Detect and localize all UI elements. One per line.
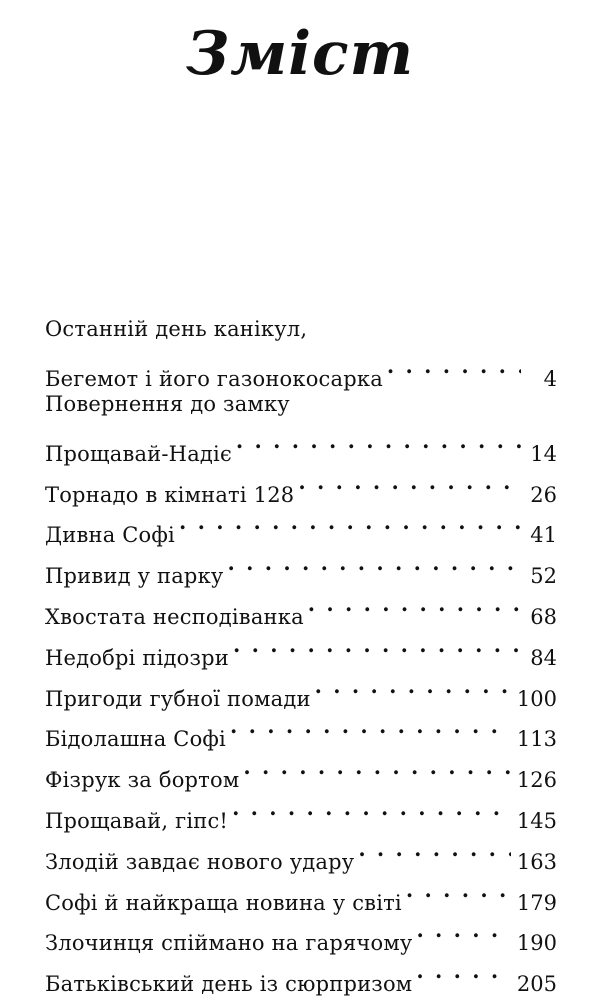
toc-page-number: 41 xyxy=(530,523,557,548)
toc-page-number: 84 xyxy=(530,645,557,670)
toc-entry[interactable] xyxy=(45,788,557,833)
toc-entry-title: Пригоди губної помади xyxy=(45,686,311,711)
toc-entry[interactable] xyxy=(45,502,557,548)
toc-entry[interactable] xyxy=(45,462,557,507)
toc-entry-title: Бегемот і його газонокосарка xyxy=(45,367,383,391)
toc-page-number: 100 xyxy=(516,686,557,711)
toc-entry-title: Злочинця спіймано на гарячому xyxy=(45,931,413,956)
dot-leader xyxy=(358,829,511,869)
dot-leader xyxy=(416,951,511,991)
toc-entry-title: Злодій завдає нового удару xyxy=(45,849,355,874)
toc-entry[interactable] xyxy=(45,312,557,391)
toc-entry[interactable] xyxy=(45,666,557,711)
toc-entry-title: Прощавай-Надіє xyxy=(45,441,232,466)
dot-leader xyxy=(233,625,521,665)
toc-entry-title: Прощавай, гіпс! xyxy=(45,808,229,833)
toc-page-number: 190 xyxy=(516,931,557,956)
dot-leader xyxy=(416,910,510,950)
dot-leader xyxy=(243,747,511,787)
toc-entry[interactable] xyxy=(45,625,557,670)
dot-leader xyxy=(236,421,521,461)
dot-leader xyxy=(227,543,521,583)
toc-page-number: 205 xyxy=(516,972,557,997)
toc-entry[interactable] xyxy=(45,543,557,589)
toc-entry[interactable] xyxy=(45,870,557,915)
toc-entry-title: Фізрук за бортом xyxy=(45,768,240,793)
dot-leader xyxy=(230,706,511,746)
toc-page-number: 26 xyxy=(530,482,557,507)
page-title: Зміст xyxy=(185,19,415,89)
toc-entry[interactable] xyxy=(45,829,557,874)
table-of-contents xyxy=(45,312,557,997)
toc-page-number: 113 xyxy=(516,727,557,752)
toc-page-number: 163 xyxy=(516,849,557,874)
toc-entry-title: Хвостата несподіванка xyxy=(45,604,304,629)
toc-entry-title-line1: Останній день канікул, xyxy=(45,317,308,341)
toc-entry-title: Недобрі підозри xyxy=(45,645,229,670)
toc-entry[interactable] xyxy=(45,747,557,793)
toc-entry[interactable] xyxy=(45,387,557,466)
toc-entry-title-line1: Повернення до замку xyxy=(45,391,290,416)
toc-page-number: 145 xyxy=(516,808,557,833)
toc-entry-title: Бідолашна Софі xyxy=(45,727,226,752)
toc-entry-title: Софі й найкраща новина у світі xyxy=(45,890,402,915)
toc-entry[interactable] xyxy=(45,910,557,956)
toc-page-number: 4 xyxy=(543,367,557,391)
toc-page-number: 68 xyxy=(530,604,557,629)
toc-entry-title: Привид у парку xyxy=(45,564,224,589)
dot-leader xyxy=(387,346,521,386)
toc-entry[interactable] xyxy=(45,951,557,997)
toc-page-number: 14 xyxy=(530,441,557,466)
toc-entry[interactable] xyxy=(45,706,557,752)
toc-page-number: 52 xyxy=(530,564,557,589)
dot-leader xyxy=(232,788,511,828)
toc-entry-title: Дивна Софі xyxy=(45,523,175,548)
toc-entry-title: Торнадо в кімнаті 128 xyxy=(45,482,295,507)
dot-leader xyxy=(406,870,511,910)
dot-leader xyxy=(179,502,521,542)
toc-entry-title: Батьківський день із сюрпризом xyxy=(45,972,413,997)
toc-entry[interactable] xyxy=(45,584,557,629)
toc-page-number: 126 xyxy=(516,768,557,793)
dot-leader xyxy=(298,462,521,502)
dot-leader xyxy=(308,584,521,624)
toc-page-number: 179 xyxy=(516,890,557,915)
dot-leader xyxy=(315,666,511,706)
